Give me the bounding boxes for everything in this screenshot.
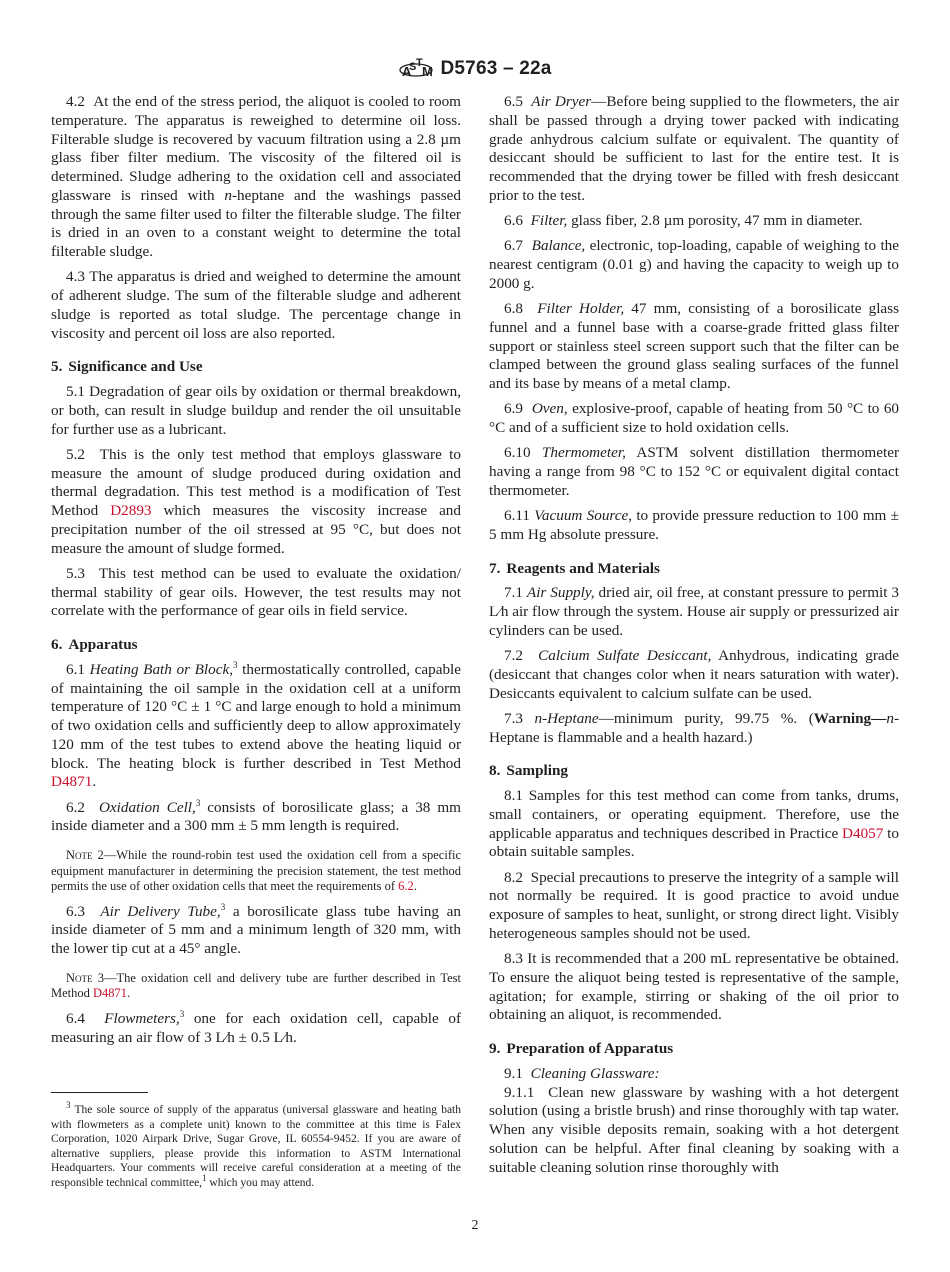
section-number: 6.9	[504, 400, 523, 418]
section-number: 5.3	[66, 564, 85, 582]
term: Air Delivery Tube,	[100, 902, 221, 920]
text: The sole source of supply of the apparatus (universal glassware and heating bath with flowmeters as a complete unit) known to the committee at this time is Falex Corporation, 1020 Airpark Drive, Sugar Grove, IL 60554-9452. If you are aware of alternative suppliers, please provide this information to ASTM International Headquarters. Your comments will receive careful consideration at a meeting of the responsible technical committee,	[51, 1104, 461, 1189]
astm-logo-icon	[398, 54, 434, 84]
footnote-marker: 3	[66, 1100, 71, 1111]
footnote-divider	[51, 1092, 148, 1093]
paragraph-6-4	[51, 1010, 461, 1048]
text: .	[127, 986, 131, 1001]
text: Samples for this test method can come from tanks, drums, small containers, or operating equipment. Therefore, use the applicable apparatus and techniques described in Practice	[489, 787, 900, 842]
text: It is recommended that a 200 mL representative be obtained. To ensure the aliquot being tested is representative of the sample, agitation; for example, stirring or shaking of the oil prior to obtaining an aliquot, is recommended.	[489, 950, 899, 1024]
section-number: 8.3	[504, 950, 523, 967]
page-header	[0, 52, 950, 86]
paragraph-9-1-1	[489, 1084, 899, 1178]
term: Balance,	[531, 237, 586, 255]
section-number: 6.10	[504, 444, 531, 462]
note-2	[51, 848, 461, 895]
text: a borosilicate glass tube having an inside diameter of 5 mm and a minimum length of 320 mm, with the lower tip cut at a 45° angle.	[51, 902, 461, 957]
section-number: 9.1	[504, 1064, 523, 1082]
paragraph-6-11	[489, 507, 899, 545]
paragraph-8-3	[489, 950, 899, 1025]
paragraph-5-3	[51, 565, 461, 621]
text: The apparatus is dried and weighed to determine the amount of adherent sludge. The sum of the filterable sludge and adherent sludge is reported as total sludge. The percentage change in viscosity and percent oil loss are also reported.	[51, 268, 462, 342]
text: which you may attend.	[206, 1176, 315, 1189]
term: Thermometer,	[541, 444, 626, 462]
term: Filter,	[530, 212, 568, 229]
text: .	[92, 773, 97, 791]
section-number: 6.	[51, 636, 63, 653]
paragraph-7-2	[489, 647, 899, 703]
link-6-2[interactable]: 6.2	[398, 879, 414, 893]
text: one for each oxidation cell, capable of measuring an air flow of 3 L⁄h ± 0.5 L⁄h.	[51, 1009, 462, 1046]
italic-text: n	[886, 709, 894, 727]
note-label: Note	[66, 848, 93, 862]
paragraph-7-3	[489, 710, 899, 748]
term: n-Heptane	[534, 709, 599, 727]
section-number: 4.2	[66, 93, 85, 110]
section-number: 7.1	[504, 584, 523, 602]
section-title: Sampling	[506, 762, 569, 780]
section-number: 6.1	[66, 660, 85, 678]
section-number: 4.3	[66, 268, 85, 286]
term: Oxidation Cell,	[98, 798, 196, 816]
term: Cleaning Glassware:	[530, 1064, 660, 1082]
text: —minimum purity, 99.75 %. (	[598, 709, 814, 727]
svg-text:A: A	[402, 64, 412, 79]
term: Flowmeters,	[104, 1009, 180, 1027]
paragraph-5-1	[51, 383, 461, 439]
footnote-ref[interactable]: 3	[195, 797, 201, 808]
section-8-heading	[489, 762, 899, 781]
section-6-heading	[51, 636, 461, 655]
text: Clean new glassware by washing with a hot detergent solution (using a bristle brush) and rinse thoroughly with tap water. When any visible deposits remain, soaking with a hot detergent solution can be helpful. After final cleaning by soaking with a suitable cleaning solution rinse thoroughly with	[489, 1083, 899, 1176]
paragraph-6-1	[51, 661, 461, 792]
section-number: 6.6	[504, 212, 523, 229]
section-number: 6.8	[504, 300, 523, 317]
section-7-heading	[489, 560, 899, 579]
term: Filter Holder,	[537, 300, 625, 317]
warning-label: Warning—	[813, 709, 887, 727]
note-number: 3	[92, 970, 104, 985]
section-number: 6.11	[504, 507, 531, 524]
link-d4871-note[interactable]: D4871	[93, 986, 128, 1001]
section-number: 5.	[51, 358, 63, 376]
note-number: 2	[92, 848, 104, 862]
paragraph-6-9	[489, 400, 899, 438]
text: Special precautions to preserve the integrity of a sample will not normally be required. It is good practice to avoid undue exposure of samples to heat, sunlight, or strong direct light. Visibly heterogeneous samples should not be used.	[489, 868, 899, 942]
footnote-ref[interactable]: 1	[202, 1173, 207, 1184]
paragraph-6-5	[489, 93, 899, 206]
term: Heating Bath or Block,	[89, 660, 234, 678]
section-title: Preparation of Apparatus	[506, 1040, 674, 1057]
section-number: 6.5	[504, 93, 523, 110]
section-title: Significance and Use	[68, 358, 203, 376]
text: —Before being supplied to the flowmeters, the air shall be passed through a drying tower packed with indicating grade anhydrous calcium sulfate or equivalent. The quantity of desiccant should be sufficient to last for the entire test. It is recommended that the drying tower be filled with fresh desiccant prior to the test.	[489, 93, 899, 204]
link-d2893[interactable]: D2893	[110, 502, 152, 519]
paragraph-6-7	[489, 237, 899, 293]
text: 47 mm, consisting of a borosilicate glass funnel and a funnel base with a coarse-grade fritted glass filter support or stainless steel screen support such that the filter can be clamped between the ground glass sealing surfaces of the funnel and its base by means of a metal clamp.	[489, 300, 899, 392]
text: ASTM solvent distillation thermometer having a range from 98 °C to 152 °C or equivalent digital contact thermometer.	[489, 444, 900, 499]
text: to provide pressure reduction to 100 mm ± 5 mm Hg absolute pressure.	[489, 507, 899, 543]
text: explosive-proof, capable of heating from 50 °C to 60 °C and of a sufficient size to hold oxidation cells.	[489, 400, 900, 436]
section-number: 9.1.1	[504, 1083, 535, 1101]
text: -heptane and the washings passed through the same filter used to filter the filterable sludge. The filter is dried in an oven to a constant weight to determine the total filterable sludge.	[51, 186, 461, 260]
text: -Heptane is flammable and a health hazard.)	[489, 709, 899, 746]
text: glass fiber, 2.8 µm porosity, 47 mm in diameter.	[567, 212, 863, 229]
document-designation: D5763 – 22a	[440, 58, 552, 79]
page-number: 2	[471, 1218, 479, 1233]
section-number: 5.2	[66, 445, 85, 463]
section-9-heading	[489, 1040, 899, 1059]
term: Air Dryer	[531, 93, 592, 110]
section-number: 5.1	[66, 383, 85, 400]
text: This test method can be used to evaluate the oxidation/ thermal stability of gear oils. However, the test results may not correlate with the performance of gear oils in field service.	[51, 564, 461, 620]
text: electronic, top-loading, capable of weighing to the nearest centigram (0.01 g) and having the capacity to weigh up to 2000 g.	[489, 237, 899, 292]
section-number: 6.4	[66, 1009, 85, 1027]
paragraph-8-1	[489, 787, 899, 862]
section-5-heading	[51, 358, 461, 377]
link-d4871[interactable]: D4871	[51, 773, 93, 791]
term: Air Supply,	[526, 584, 595, 602]
text: Anhydrous, indicating grade (desiccant that changes color when it nears saturation with water). Desiccants equivalent to calcium sulfate can be used.	[489, 647, 900, 702]
footnote-ref[interactable]: 3	[233, 659, 238, 670]
section-number: 9.	[489, 1040, 501, 1057]
italic-text: n	[224, 186, 232, 204]
paragraph-6-3	[51, 903, 461, 959]
term: Oven,	[531, 400, 568, 418]
svg-text:S: S	[409, 61, 417, 73]
svg-text:M: M	[422, 64, 434, 79]
link-d4057[interactable]: D4057	[842, 824, 884, 842]
note-label: Note	[66, 970, 93, 985]
section-title: Reagents and Materials	[506, 559, 660, 577]
section-number: 6.3	[66, 902, 85, 920]
section-number: 7.2	[504, 647, 523, 664]
paragraph-4-3	[51, 268, 461, 343]
term: Vacuum Source,	[534, 507, 633, 524]
text: Degradation of gear oils by oxidation or thermal breakdown, or both, can result in sludge buildup and render the oil unsuitable for further use as a lubricant.	[51, 383, 462, 438]
note-3	[51, 971, 461, 1002]
text: consists of borosilicate glass; a 38 mm inside diameter and a 300 mm ± 5 mm length is required.	[51, 798, 461, 835]
paragraph-7-1	[489, 584, 899, 640]
footnote-3	[51, 1100, 461, 1191]
paragraph-6-2	[51, 799, 461, 837]
paragraph-9-1	[489, 1065, 899, 1084]
section-number: 8.2	[504, 868, 523, 886]
paragraph-4-2	[51, 93, 461, 262]
section-number: 8.1	[504, 787, 523, 804]
text: .	[413, 879, 417, 893]
paragraph-6-8	[489, 300, 899, 394]
text: thermostatically controlled, capable of maintaining the oil sample in the oxidation cell at a uniform temperature of 120 °C ± 1 °C and large enough to hold a minimum of two oxidation cells and sufficiently deep to allow approximately 120 mm of the test tubes to extend above the heating liquid or block. The heating block is further described in Test Method	[51, 660, 461, 772]
section-number: 8.	[489, 762, 501, 780]
term: Calcium Sulfate Desiccant,	[538, 647, 712, 664]
text: At the end of the stress period, the aliquot is cooled to room temperature. The apparatus is reweighed to determine oil loss. Filterable sludge is recovered by vacuum filtration using a 2.8 µm glass fiber filter medium. The viscosity of the filtered oil is determined. Sludge adhering to the oxidation cell and associated glassware is rinsed with	[51, 93, 461, 204]
footnote-ref[interactable]: 3	[220, 901, 226, 912]
section-number: 7.3	[504, 709, 523, 727]
text: dried air, oil free, at constant pressure to permit 3 L⁄h air flow through the system. House air supply or pressurized air cylinders can be used.	[489, 584, 899, 639]
paragraph-8-2	[489, 869, 899, 944]
section-number: 7.	[489, 559, 501, 577]
paragraph-6-6	[489, 212, 899, 231]
text: This is the only test method that employs glassware to measure the amount of sludge produced during oxidation and thermal degradation. This test method is a modification of Test Method	[51, 445, 461, 519]
section-number: 6.7	[504, 237, 523, 255]
left-column	[51, 93, 461, 1054]
svg-text:T: T	[416, 57, 424, 69]
text: to obtain suitable samples.	[489, 824, 899, 861]
section-number: 6.2	[66, 798, 85, 816]
paragraph-6-10	[489, 444, 899, 500]
right-column	[489, 93, 899, 1177]
paragraph-5-2	[51, 446, 461, 559]
section-title: Apparatus	[68, 636, 138, 653]
text: which measures the viscosity increase and precipitation number of the oil stressed at 95 °C, but does not measure the amount of sludge formed.	[51, 502, 461, 557]
footnote-ref[interactable]: 3	[179, 1008, 185, 1019]
text: —The oxidation cell and delivery tube are further described in Test Method	[51, 970, 461, 1001]
text: —While the round-robin test used the oxidation cell from a specific equipment manufacturer in determining the precision statement, the test method permits the use of other oxidation cells that meet the requirements of	[51, 848, 462, 893]
